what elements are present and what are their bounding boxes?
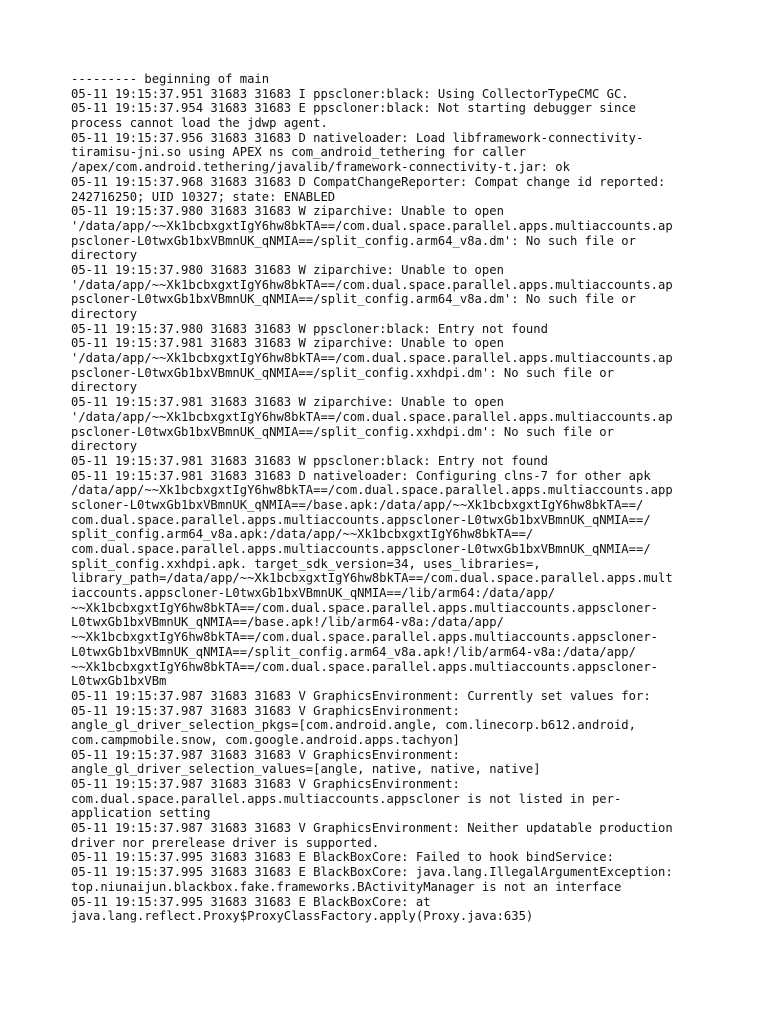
log-line: angle_gl_driver_selection_values=[angle, native, native, native] [71, 762, 541, 777]
log-line: /data/app/~~Xk1bcbxgxtIgY6hw8bkTA==/com.dual.space.parallel.apps.multiaccounts.app [71, 483, 673, 498]
log-line: ~~Xk1bcbxgxtIgY6hw8bkTA==/com.dual.space.parallel.apps.multiaccounts.appscloner- [71, 600, 658, 615]
log-line: '/data/app/~~Xk1bcbxgxtIgY6hw8bkTA==/com.dual.space.parallel.apps.multiaccounts.ap [71, 277, 673, 292]
log-line: /apex/com.android.tethering/javalib/framework-connectivity-t.jar: ok [71, 160, 570, 175]
log-line: 05-11 19:15:37.954 31683 31683 E ppscloner:black: Not starting debugger since [71, 101, 636, 116]
log-line: '/data/app/~~Xk1bcbxgxtIgY6hw8bkTA==/com.dual.space.parallel.apps.multiaccounts.ap [71, 351, 673, 366]
log-line: 05-11 19:15:37.968 31683 31683 D CompatChangeReporter: Compat change id reported: [71, 174, 666, 189]
log-line: 05-11 19:15:37.980 31683 31683 W ziparchive: Unable to open [71, 262, 504, 277]
log-line: split_config.xxhdpi.apk. target_sdk_version=34, uses_libraries=, [71, 556, 541, 571]
log-line: top.niunaijun.blackbox.fake.frameworks.BActivityManager is not an interface [71, 879, 622, 894]
log-line: L0twxGb1bxVBmnUK_qNMIA==/base.apk!/lib/arm64-v8a:/data/app/ [71, 615, 504, 630]
log-line: 05-11 19:15:37.987 31683 31683 V GraphicsEnvironment: [71, 703, 460, 718]
log-line: 05-11 19:15:37.981 31683 31683 W ppscloner:black: Entry not found [71, 453, 548, 468]
log-line: 05-11 19:15:37.981 31683 31683 W ziparchive: Unable to open [71, 395, 504, 410]
log-line: pscloner-L0twxGb1bxVBmnUK_qNMIA==/split_config.xxhdpi.dm': No such file or [71, 365, 614, 380]
log-line: pscloner-L0twxGb1bxVBmnUK_qNMIA==/split_config.arm64_v8a.dm': No such file or [71, 292, 636, 307]
log-line: pscloner-L0twxGb1bxVBmnUK_qNMIA==/split_config.xxhdpi.dm': No such file or [71, 424, 614, 439]
log-line: 242716250; UID 10327; state: ENABLED [71, 189, 336, 204]
log-line: split_config.arm64_v8a.apk:/data/app/~~Xk1bcbxgxtIgY6hw8bkTA==/ [71, 527, 534, 542]
log-line: directory [71, 380, 138, 395]
log-line: directory [71, 439, 138, 454]
log-line: 05-11 19:15:37.987 31683 31683 V GraphicsEnvironment: [71, 777, 460, 791]
log-text-block [71, 72, 711, 924]
log-line: '/data/app/~~Xk1bcbxgxtIgY6hw8bkTA==/com.dual.space.parallel.apps.multiaccounts.ap [71, 409, 673, 424]
log-line: 05-11 19:15:37.981 31683 31683 W ziparchive: Unable to open [71, 336, 504, 351]
log-line: library_path=/data/app/~~Xk1bcbxgxtIgY6hw8bkTA==/com.dual.space.parallel.apps.mult [71, 571, 673, 586]
log-line: application setting [71, 806, 211, 821]
log-line: driver nor prerelease driver is supported. [71, 835, 380, 850]
log-line: 05-11 19:15:37.995 31683 31683 E BlackBoxCore: at [71, 894, 431, 909]
log-line: ~~Xk1bcbxgxtIgY6hw8bkTA==/com.dual.space.parallel.apps.multiaccounts.appscloner- [71, 659, 658, 674]
log-line: java.lang.reflect.Proxy$ProxyClassFactory.apply(Proxy.java:635) [71, 909, 534, 924]
log-line: angle_gl_driver_selection_pkgs=[com.android.angle, com.linecorp.b612.android, [71, 718, 636, 733]
log-line: 05-11 19:15:37.987 31683 31683 V GraphicsEnvironment: Neither updatable production [71, 821, 673, 836]
log-line: L0twxGb1bxVBmnUK_qNMIA==/split_config.arm64_v8a.apk!/lib/arm64-v8a:/data/app/ [71, 644, 636, 659]
log-line: --------- beginning of main [71, 72, 270, 86]
log-line: pscloner-L0twxGb1bxVBmnUK_qNMIA==/split_config.arm64_v8a.dm': No such file or [71, 233, 636, 248]
log-line: process cannot load the jdwp agent. [71, 116, 328, 131]
log-line: L0twxGb1bxVBm [71, 674, 167, 689]
log-line: ~~Xk1bcbxgxtIgY6hw8bkTA==/com.dual.space.parallel.apps.multiaccounts.appscloner- [71, 630, 658, 645]
log-line: 05-11 19:15:37.987 31683 31683 V GraphicsEnvironment: Currently set values for: [71, 688, 651, 703]
log-line: 05-11 19:15:37.980 31683 31683 W ppscloner:black: Entry not found [71, 321, 548, 336]
log-line: 05-11 19:15:37.995 31683 31683 E BlackBoxCore: Failed to hook bindService: [71, 850, 614, 865]
log-line: com.dual.space.parallel.apps.multiaccounts.appscloner-L0twxGb1bxVBmnUK_qNMIA==/ [71, 512, 651, 527]
log-line: com.dual.space.parallel.apps.multiaccounts.appscloner-L0twxGb1bxVBmnUK_qNMIA==/ [71, 542, 651, 556]
log-line: com.dual.space.parallel.apps.multiaccounts.appscloner is not listed in per- [71, 791, 622, 806]
log-line: 05-11 19:15:37.995 31683 31683 E BlackBoxCore: java.lang.IllegalArgumentException: [71, 865, 673, 880]
log-line: 05-11 19:15:37.987 31683 31683 V GraphicsEnvironment: [71, 747, 460, 762]
log-line: 05-11 19:15:37.951 31683 31683 I ppscloner:black: Using CollectorTypeCMC GC. [71, 86, 629, 101]
log-line: 05-11 19:15:37.980 31683 31683 W ziparchive: Unable to open [71, 204, 504, 219]
log-line: 05-11 19:15:37.981 31683 31683 D nativeloader: Configuring clns-7 for other apk [71, 468, 651, 483]
log-line: directory [71, 248, 138, 263]
log-line: scloner-L0twxGb1bxVBmnUK_qNMIA==/base.apk:/data/app/~~Xk1bcbxgxtIgY6hw8bkTA==/ [71, 497, 644, 512]
log-line: com.campmobile.snow, com.google.android.apps.tachyon] [71, 732, 460, 747]
log-line: iaccounts.appscloner-L0twxGb1bxVBmnUK_qNMIA==/lib/arm64:/data/app/ [71, 586, 556, 601]
log-line: '/data/app/~~Xk1bcbxgxtIgY6hw8bkTA==/com.dual.space.parallel.apps.multiaccounts.ap [71, 218, 673, 233]
log-line: 05-11 19:15:37.956 31683 31683 D nativeloader: Load libframework-connectivity- [71, 130, 644, 145]
log-line: tiramisu-jni.so using APEX ns com_android_tethering for caller [71, 145, 526, 160]
log-line: directory [71, 307, 138, 321]
